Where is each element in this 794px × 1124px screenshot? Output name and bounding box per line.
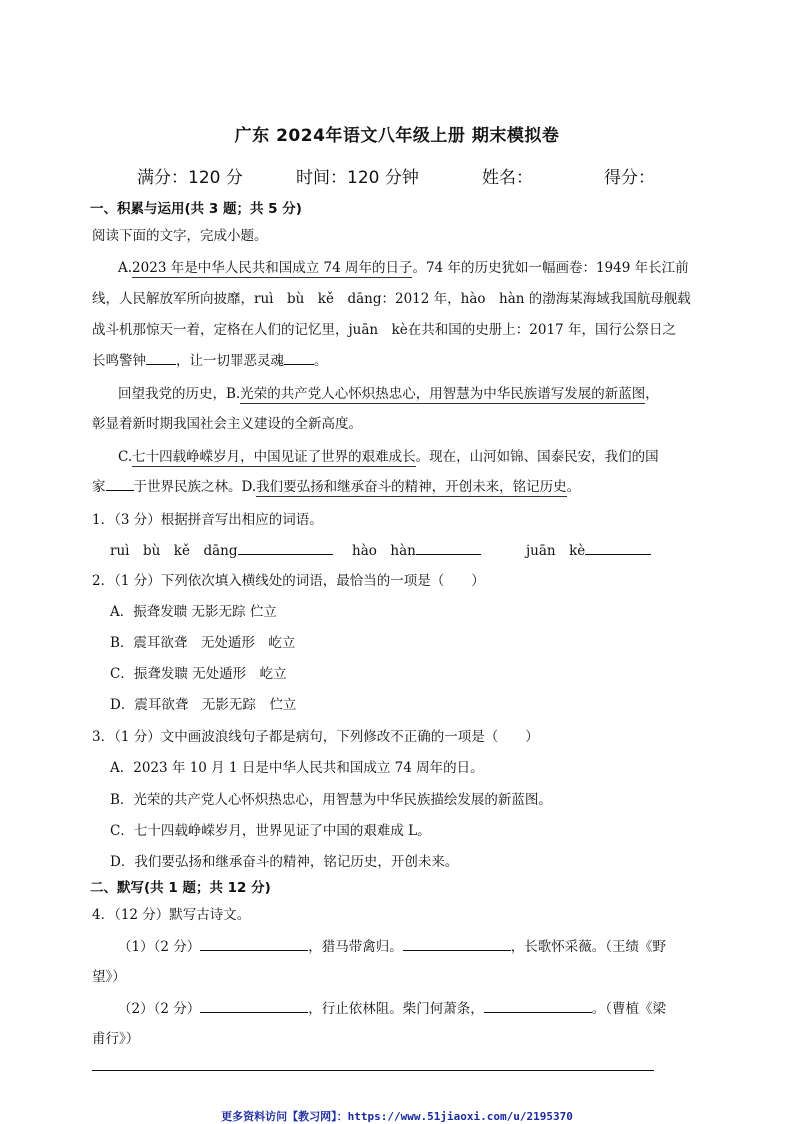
recitation-item-1 (118, 935, 666, 955)
answer-blank[interactable] (484, 1000, 592, 1013)
exam-time: 时间：120 分钟 (296, 168, 419, 188)
option[interactable]: B．震耳欲聋 无处遁形 屹立 (110, 635, 296, 651)
passage-text: 长鸣警钟 (92, 353, 146, 369)
name-field: 姓名： (482, 168, 533, 188)
passage-text: 家 (92, 479, 106, 495)
pinyin-item-3 (526, 539, 651, 559)
sentence-label-a: A. (118, 260, 133, 276)
passage-line (118, 445, 659, 465)
sub-question-label: （2）（2 分） (118, 1001, 201, 1017)
passage-text: 于世界民族之林。D. (133, 479, 257, 495)
option[interactable]: D．我们要弘扬和继承奋斗的精神，铭记历史，开创未来。 (110, 854, 459, 870)
pinyin-text: hào hàn (352, 543, 416, 559)
passage-line: 线，人民解放军所向披靡，ruì bù kě dāng：2012 年，hào hàn 的渤海某海域我国航母舰载 (92, 291, 691, 307)
poem-text: ，猎马带禽归。 (308, 939, 403, 955)
poem-text: ，行止依林阻。柴门何萧条， (308, 1001, 484, 1017)
section-2-heading: 二、默写(共 1 题；共 12 分) (90, 880, 271, 896)
passage-text: 。 (314, 353, 328, 369)
pinyin-text: juān kè (526, 543, 586, 559)
question-2-stem: 2．（1 分）下列依次填入横线处的词语，最恰当的一项是（ ） (92, 573, 485, 589)
option[interactable]: A．2023 年 10 月 1 日是中华人民共和国成立 74 周年的日。 (110, 760, 484, 776)
question-4-stem: 4．（12 分）默写古诗文。 (92, 907, 251, 923)
passage-line: 彰显着新时期我国社会主义建设的全新高度。 (92, 416, 362, 432)
section-1-heading: 一、积累与运用(共 3 题；共 5 分) (90, 201, 302, 217)
answer-blank[interactable] (416, 542, 481, 555)
pinyin-item-2 (352, 539, 481, 559)
question-1-stem: 1．（3 分）根据拼音写出相应的词语。 (92, 512, 323, 528)
passage-text: ， (645, 386, 659, 402)
wavy-sentence-a: 2023 年是中华人民共和国成立 74 周年的日子 (132, 260, 413, 276)
passage-line (92, 475, 580, 495)
passage-text: 。74 年的历史犹如一幅画卷：1949 年长江前 (412, 260, 689, 276)
answer-blank[interactable] (200, 938, 308, 951)
answer-blank[interactable] (403, 938, 511, 951)
full-score: 满分：120 分 (137, 168, 243, 188)
pinyin-item-1 (110, 539, 333, 559)
recitation-item-2 (118, 997, 666, 1017)
passage-text: 回望我党的历史，B. (118, 386, 241, 402)
fill-blank-1[interactable] (146, 352, 176, 365)
passage-line (118, 382, 659, 402)
passage-text: 。现在，山河如锦、国泰民安，我们的国 (415, 449, 659, 465)
answer-blank[interactable] (200, 1000, 308, 1013)
sub-question-label: （1）（2 分） (118, 939, 201, 955)
recitation-source: 望》） (92, 969, 126, 985)
sentence-label-c: C. (118, 449, 133, 465)
passage-line (118, 256, 689, 276)
pinyin-text: ruì bù kě dāng (110, 543, 238, 559)
option[interactable]: C．振聋发聩 无处遁形 屹立 (110, 666, 287, 682)
reading-instruction: 阅读下面的文字，完成小题。 (92, 228, 268, 244)
answer-blank[interactable] (238, 542, 333, 555)
option[interactable]: A．振聋发聩 无影无踪 伫立 (110, 604, 277, 620)
score-field: 得分： (604, 168, 655, 188)
wavy-sentence-b: 光荣的共产党人心怀炽热忠心，用智慧为中华民族谱写发展的新蓝图 (240, 386, 646, 402)
option[interactable]: B．光荣的共产党人心怀炽热忠心，用智慧为中华民族描绘发展的新蓝图。 (110, 792, 552, 808)
passage-line (92, 349, 328, 369)
wavy-sentence-d: 我们要弘扬和继承奋斗的精神，开创未来，铭记历史 (256, 479, 567, 495)
answer-blank[interactable] (585, 542, 651, 555)
poem-text: 。（曹植《梁 (591, 1001, 666, 1017)
footer-link[interactable]: 更多资料访问【教习网】：https://www.51jiaoxi.com/u/2195370 (221, 1110, 573, 1123)
wavy-sentence-c: 七十四载峥嵘岁月，中国见证了世界的艰难成长 (132, 449, 416, 465)
fill-blank-3[interactable] (106, 478, 134, 491)
passage-text: 。 (566, 479, 581, 495)
page-title: 广东 2024年语文八年级上册 期末模拟卷 (234, 126, 560, 146)
poem-text: ，长歌怀采薇。（王绩《野 (510, 939, 666, 955)
footer-divider (92, 1070, 654, 1071)
option[interactable]: C．七十四载峥嵘岁月，世界见证了中国的艰难成 L。 (110, 823, 431, 839)
passage-line: 战斗机那惊天一着，定格在人们的记忆里，juān kè在共和国的史册上：2017 年，国行公祭日之 (92, 322, 676, 338)
recitation-source: 甫行》） (92, 1031, 140, 1047)
passage-text: ，让一切罪恶灵魂 (176, 353, 284, 369)
option[interactable]: D．震耳欲聋 无影无踪 伫立 (110, 697, 297, 713)
question-3-stem: 3．（1 分）文中画波浪线句子都是病句，下列修改不正确的一项是（ ） (92, 729, 539, 745)
fill-blank-2[interactable] (284, 352, 314, 365)
